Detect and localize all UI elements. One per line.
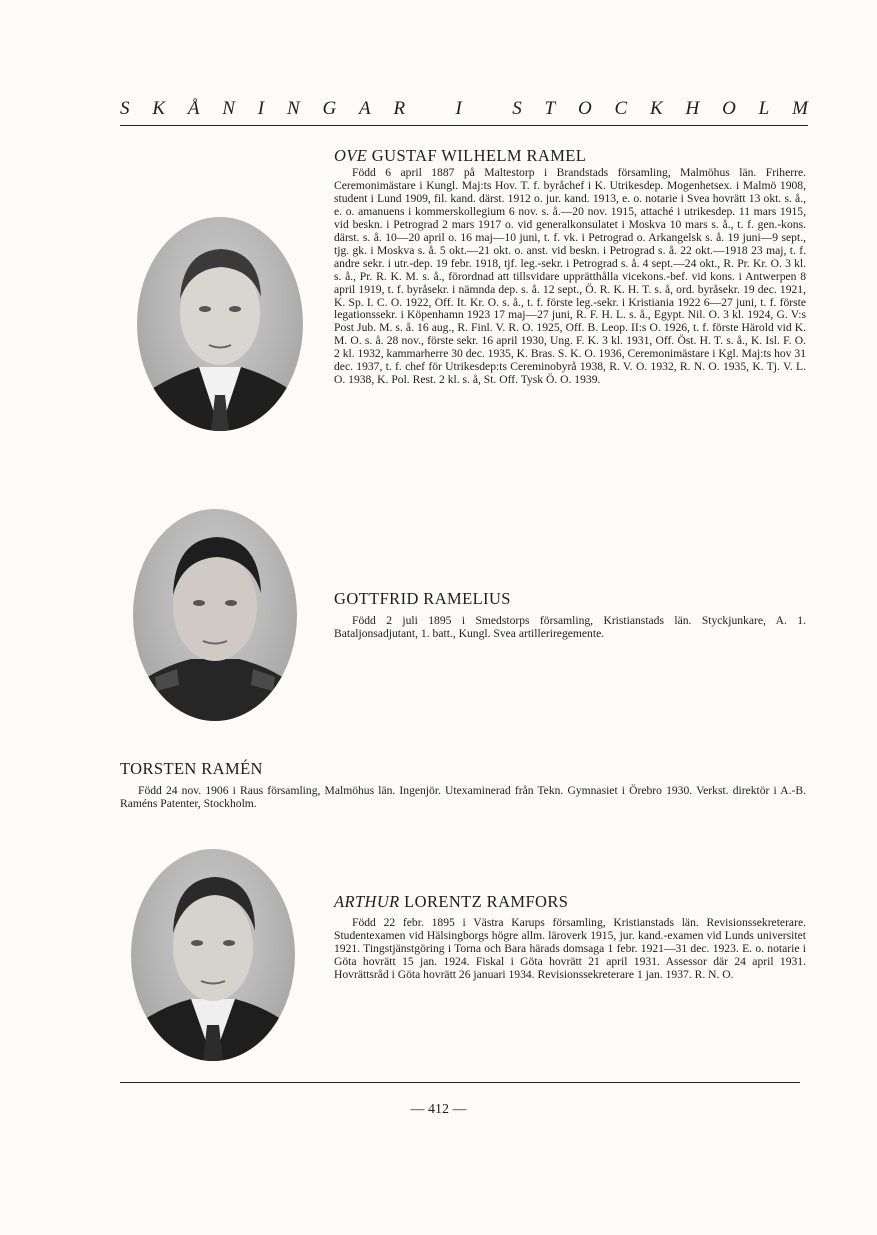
portrait-ramel: [137, 217, 303, 431]
header-letter: [428, 98, 433, 120]
entry-name-italic: ARTHUR: [334, 892, 400, 911]
header-letter: Å: [187, 98, 200, 119]
header-letter: K: [650, 98, 663, 119]
header-letter: N: [222, 98, 235, 119]
header-letter: H: [685, 98, 700, 119]
portrait-ramfors: [131, 849, 295, 1061]
header-letter: S: [120, 98, 130, 119]
portrait-ramelius-figure: [133, 509, 297, 721]
entry-name-rest: GOTTFRID RAMELIUS: [334, 589, 511, 608]
header-letter: I: [455, 98, 462, 119]
header-letter: T: [544, 98, 556, 119]
header-letter: R: [393, 98, 406, 119]
running-header: [120, 98, 808, 120]
header-letter: O: [577, 98, 592, 119]
header-letter: G: [322, 98, 337, 119]
portrait-ramfors-figure: [131, 849, 295, 1061]
entry-name: [334, 589, 511, 609]
entry-bio: Född 2 juli 1895 i Smedstorps församling, Kristianstads län. Styckjunkare, A. 1. Bataljonsadjutant, 1. batt., Kungl. Svea artilleriregemente.: [334, 614, 806, 640]
header-rule: [120, 125, 808, 126]
header-letter: C: [614, 98, 628, 119]
header-letter: I: [257, 98, 265, 119]
portrait-ramel-figure: [137, 217, 303, 431]
header-letter: L: [758, 98, 770, 119]
header-letter: S: [512, 98, 522, 119]
entry-name: [120, 759, 263, 779]
entry-bio: Född 24 nov. 1906 i Raus församling, Malmöhus län. Ingenjör. Utexaminerad från Tekn. Gymnasiet i Örebro 1930. Verkst. direktör i A.-B. Raméns Patenter, Stockholm.: [120, 784, 806, 810]
entry-name-rest: GUSTAF WILHELM RAMEL: [367, 146, 587, 165]
entry-name: [334, 146, 586, 166]
entry-bio: Född 6 april 1887 på Maltestorp i Brandstads församling, Malmöhus län. Friherre. Ceremonimästare i Kungl. Maj:ts Hov. T. f. byråchef i K. Utrikesdep. Mogenhetsex. i Malmö 1908, student i Lund 1909, fil. kand. därst. 1912 o. jur. kand. 1913, e. o. notarie i Svea hovrätt 13 okt. s. å., e. o. amanuens i kommerskollegium 6 nov. s. å.—20 nov. 1915, attaché i utrikesdep. 11 mars 1915, vid beskn. i Petrograd 2 mars 1917 o. vid generalkonsulatet i Moskva 10 mars s. å., t. f. gen.-kons. därst. s. å. 10—20 april o. 16 maj—10 juni, t. f. vk. i Petrograd o. Arkangelsk s. å. 19 juni—9 sept., tjg. gk. i Moskva s. å. 5 okt.—21 okt. o. anst. vid beskn. i Petrograd s. å. 22 okt.—1918 23 maj, t. f. andre sekr. i utr.-dep. 19 febr. 1918, tjf. leg.-sekr. i Petrograd s. å. 4 sept.—24 okt., R. Pr. Kr. O. 3 kl. s. å., Pr. R. K. M. s. å., förordnad att tillsvidare upprätthålla vicekons.-bef. vid kons. i Antwerpen 8 april 1919, t. f. byråsekr. i nämnda dep. s. å. 12 sept., Ö. R. K. H. T. s. å, ord. byråsekr. 19 dec. 1921, K. Sp. I. C. O. 1922, Off. It. Kr. O. s. å., t. f. förste leg.-sekr. i Kristiania 1922 6—27 juni, t. f. förste legationssekr. i Köpenhamn 1923 17 maj—27 juni, R. F. H. L. s. å., Egypt. Nil. O. 3 kl. 1924, G. V:s Post Jub. M. s. å. 16 aug., R. Finl. V. R. O. 1925, Off. B. Leop. II:s O. 1926, t. f. förste Härold vid K. M. O. s. å. 28 nov., förste sekr. 16 april 1930, Ung. F. K. 3 kl. 1931, Off. Öst. H. T. s. å., K. Isl. F. O. 2 kl. 1932, kammarherre 30 dec. 1935, K. Bras. S. K. O. 1936, Ceremonimästare i Kgl. Maj:ts hov 31 dec. 1937, t. f. chef för Utrikesdep:ts Cereminobyrå 1938, R. V. O. 1932, R. N. O. 1935, K. Tj. V. L. O. 1938, K. Pol. Rest. 2 kl. s. å, St. Off. Tysk Ö. O. 1939.: [334, 166, 806, 387]
entry-name-italic: OVE: [334, 146, 368, 165]
header-letter: N: [286, 98, 300, 119]
header-letter: M: [792, 98, 808, 119]
header-letter: [485, 98, 490, 120]
portrait-ramelius: [133, 509, 297, 721]
entry-name: [334, 892, 568, 912]
entry-bio: Född 22 febr. 1895 i Västra Karups församling, Kristianstads län. Revisionssekreterare. Studentexamen vid Hälsingborgs högre allm. läroverk 1915, jur. kand.-examen vid Lunds universitet 1921. Tingstjänstgöring i Torna och Bara härads domsaga 1 febr. 1921—31 dec. 1923. E. o. notarie i Göta hovrätt 15 jan. 1924. Fiskal i Göta hovrätt 21 april 1931. Assessor där 24 april 1931. Hovrättsråd i Göta hovrätt 26 januari 1934. Revisionssekreterare 1 jan. 1937. R. N. O.: [334, 916, 806, 981]
page-number: — 412 —: [410, 1102, 467, 1117]
header-letter: A: [359, 98, 371, 119]
entry-name-rest: TORSTEN RAMÉN: [120, 759, 263, 778]
footer-rule: [120, 1082, 800, 1083]
header-letter: O: [722, 98, 736, 119]
header-letter: K: [152, 98, 166, 119]
entry-name-rest: LORENTZ RAMFORS: [399, 892, 569, 911]
